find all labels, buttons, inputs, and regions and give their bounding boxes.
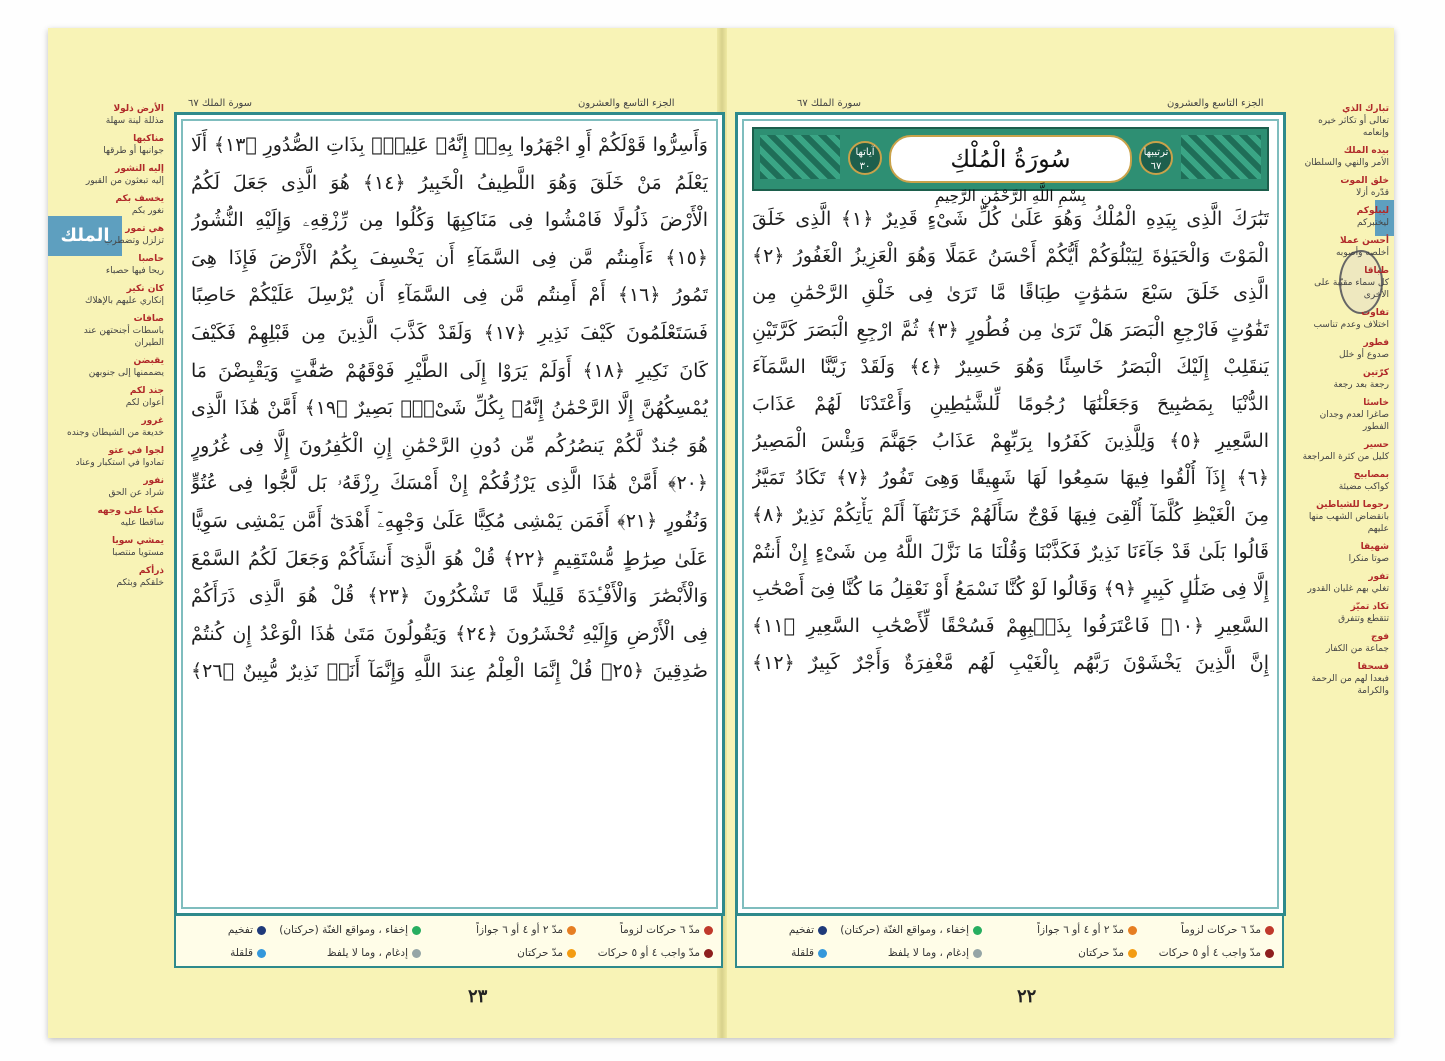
verse-line: تَمُورُ ﴿١٦﴾ أَمْ أَمِنتُم مَّن فِى السَّمَآءِ أَن يُرْسِلَ عَلَيْكُمْ حَاصِبًا bbox=[191, 284, 708, 307]
basmala: بِسْمِ اللَّهِ الرَّحْمَٰنِ الرَّحِيمِ bbox=[935, 187, 1086, 205]
glossary-entry bbox=[54, 565, 164, 589]
legend-item bbox=[327, 942, 421, 964]
legend-label: مدّ حركتان bbox=[1078, 947, 1124, 959]
glossary-entry bbox=[1297, 499, 1389, 535]
glossary-entry bbox=[54, 505, 164, 529]
glossary-word: حاصبا bbox=[138, 254, 164, 264]
glossary-meaning: تغلي بهم غليان القدور bbox=[1307, 584, 1389, 594]
glossary-entry bbox=[1297, 205, 1389, 229]
glossary-meaning: خلقكم وبثكم bbox=[116, 578, 164, 588]
color-dot-icon bbox=[1128, 926, 1137, 935]
running-head-juz: الجزء التاسع والعشرون bbox=[578, 98, 675, 109]
glossary-word: صافات bbox=[133, 314, 164, 324]
color-dot-icon bbox=[973, 949, 982, 958]
glossary-meaning: اختلاف وعدم تناسب bbox=[1313, 320, 1389, 330]
glossary-entry bbox=[1297, 661, 1389, 697]
tajweed-legend bbox=[735, 914, 1284, 968]
glossary-word: هي تمور bbox=[125, 224, 164, 234]
glossary-meaning: ليختبركم bbox=[1357, 218, 1389, 228]
glossary-entry bbox=[54, 133, 164, 157]
glossary-entry bbox=[1297, 265, 1389, 301]
legend-label: إخفاء ، ومواقع الغنّة (حركتان) bbox=[279, 924, 408, 936]
verse-line: الَّذِى خَلَقَ سَبْعَ سَمَٰوَٰتٍ طِبَاقًا مَّا تَرَىٰ فِى خَلْقِ الرَّحْمَٰنِ مِن bbox=[752, 282, 1269, 304]
text-frame bbox=[174, 112, 725, 916]
glossary-word: تكاد تميّز bbox=[1350, 602, 1389, 612]
glossary-meaning: صوتا منكرا bbox=[1348, 554, 1389, 564]
legend-item bbox=[598, 942, 713, 964]
glossary-meaning: تعالى أو تكاثر خيره وإنعامه bbox=[1318, 116, 1389, 138]
glossary-word: أحسن عملا bbox=[1340, 236, 1389, 246]
glossary-word: فطور bbox=[1363, 338, 1389, 348]
text-frame bbox=[735, 112, 1286, 916]
legend-label: تفخيم bbox=[227, 924, 253, 936]
legend-item bbox=[517, 942, 576, 964]
legend-item bbox=[791, 942, 827, 964]
glossary-word: يمشي سويا bbox=[111, 536, 164, 546]
legend-label: تفخيم bbox=[788, 924, 814, 936]
glossary-meaning: أعوان لكم bbox=[125, 398, 164, 408]
legend-item bbox=[230, 942, 266, 964]
surah-title: سُورَةُ الْمُلْكِ bbox=[889, 135, 1132, 183]
margin-glossary bbox=[54, 103, 164, 595]
glossary-entry bbox=[1297, 439, 1389, 463]
glossary-word: إليه النشور bbox=[115, 164, 164, 174]
surah-title-banner bbox=[752, 127, 1269, 191]
verse-line: هُوَ جُندٌ لَّكُمْ يَنصُرُكُم مِّن دُونِ الرَّحْمَٰنِ إِنِ الْكَٰفِرُونَ إِلَّا فِى غُرُورٍ bbox=[191, 434, 708, 457]
glossary-word: فوج bbox=[1370, 632, 1389, 642]
legend-label: مدّ واجب ٤ أو ٥ حركات bbox=[597, 947, 700, 959]
color-dot-icon bbox=[412, 926, 421, 935]
glossary-entry bbox=[1297, 175, 1389, 199]
legend-item bbox=[840, 919, 982, 941]
glossary-meaning: مستويا منتصبا bbox=[112, 548, 164, 558]
color-dot-icon bbox=[257, 926, 266, 935]
glossary-meaning: صدوع أو خلل bbox=[1338, 350, 1389, 360]
glossary-meaning: نغور بكم bbox=[131, 206, 164, 216]
glossary-word: شهيقا bbox=[1360, 542, 1389, 552]
glossary-entry bbox=[54, 415, 164, 439]
verse-line: كَانَ نَكِيرِ ﴿١٨﴾ أَوَلَمْ يَرَوْا إِلَى الطَّيْرِ فَوْقَهُمْ صَٰٓفَّٰتٍ وَيَقْبِضْنَ مَا bbox=[191, 359, 708, 382]
glossary-entry bbox=[1297, 631, 1389, 655]
glossary-meaning: صاغرا لعدم وجدان الفطور bbox=[1319, 410, 1389, 432]
glossary-word: بيده الملك bbox=[1343, 146, 1389, 156]
verse-line: وَالْأَبْصَٰرَ وَالْأَفْـِٔدَةَ قَلِيلًا مَّا تَشْكُرُونَ ﴿٢٣﴾ قُلْ هُوَ الَّذِى ذَرَأَكُمْ bbox=[191, 585, 708, 608]
legend-label: إدغام ، وما لا يلفظ bbox=[887, 947, 969, 959]
glossary-entry bbox=[1297, 307, 1389, 331]
glossary-word: يقبضن bbox=[133, 356, 164, 366]
glossary-meaning: كليل من كثرة المراجعة bbox=[1302, 452, 1389, 462]
glossary-entry bbox=[1297, 235, 1389, 259]
glossary-entry bbox=[54, 475, 164, 499]
glossary-entry bbox=[1297, 469, 1389, 493]
verse-lines bbox=[752, 201, 1269, 903]
verse-line: يَعْلَمُ مَنْ خَلَقَ وَهُوَ اللَّطِيفُ الْخَبِيرُ ﴿١٤﴾ هُوَ الَّذِى جَعَلَ لَكُمُ bbox=[191, 171, 708, 194]
glossary-entry bbox=[1297, 367, 1389, 391]
page-left bbox=[48, 28, 717, 1038]
legend-label: مدّ ٢ أو ٤ أو ٦ جوازاً bbox=[1037, 924, 1124, 936]
glossary-word: فسحقا bbox=[1357, 662, 1389, 672]
glossary-entry bbox=[54, 163, 164, 187]
glossary-entry bbox=[1297, 571, 1389, 595]
verse-line: ﴿٦﴾ إِذَآ أُلْقُوا فِيهَا سَمِعُوا لَهَا شَهِيقًا وَهِىَ تَفُورُ ﴿٧﴾ تَكَادُ تَمَيَّزُ bbox=[752, 467, 1269, 489]
glossary-meaning: جوانبها أو طرقها bbox=[103, 146, 164, 156]
tajweed-legend bbox=[174, 914, 723, 968]
verse-line: السَّعِيرِ ﴿٥﴾ وَلِلَّذِينَ كَفَرُوا بِرَبِّهِمْ عَذَابُ جَهَنَّمَ وَبِئْسَ الْمَصِيرُ bbox=[752, 430, 1269, 452]
glossary-meaning: أخلصه وأصوبه bbox=[1335, 248, 1389, 258]
glossary-word: تبارك الذي bbox=[1342, 104, 1389, 114]
glossary-word: رجوما للشياطين bbox=[1316, 500, 1389, 510]
color-dot-icon bbox=[567, 949, 576, 958]
legend-label: مدّ ٦ حركات لزوماً bbox=[1180, 924, 1261, 936]
running-head-surah: سورة الملك ٦٧ bbox=[188, 98, 253, 109]
legend-item bbox=[279, 919, 421, 941]
glossary-entry bbox=[54, 193, 164, 217]
legend-item bbox=[1159, 942, 1274, 964]
running-head-juz: الجزء التاسع والعشرون bbox=[1167, 98, 1264, 109]
glossary-word: خلق الموت bbox=[1340, 176, 1389, 186]
page-number: ٢٢ bbox=[1017, 986, 1037, 1007]
color-dot-icon bbox=[818, 926, 827, 935]
running-head-surah: سورة الملك ٦٧ bbox=[797, 98, 862, 109]
glossary-word: تفاوت bbox=[1361, 308, 1389, 318]
color-dot-icon bbox=[973, 926, 982, 935]
glossary-meaning: ريحا فيها حصباء bbox=[105, 266, 164, 276]
legend-item bbox=[1181, 919, 1274, 941]
legend-label: مدّ واجب ٤ أو ٥ حركات bbox=[1158, 947, 1261, 959]
verse-line: يُمْسِكُهُنَّ إِلَّا الرَّحْمَٰنُ إِنَّهُۥ بِكُلِّ شَىْءٍۭ بَصِيرٌ ﴿١٩﴾ أَمَّنْ هَٰذَا الَّذِى bbox=[191, 397, 708, 420]
glossary-meaning: شراد عن الحق bbox=[108, 488, 164, 498]
glossary-word: الأرض ذلولا bbox=[113, 104, 164, 114]
glossary-word: خاسئا bbox=[1363, 398, 1389, 408]
glossary-entry bbox=[1297, 601, 1389, 625]
verse-line: تَفَٰوُتٍ فَارْجِعِ الْبَصَرَ هَلْ تَرَىٰ مِن فُطُورٍ ﴿٣﴾ ثُمَّ ارْجِعِ الْبَصَرَ كَرَّتَيْنِ bbox=[752, 319, 1269, 341]
glossary-entry bbox=[54, 223, 164, 247]
glossary-meaning: فبعدا لهم من الرحمة والكرامة bbox=[1311, 674, 1389, 696]
glossary-meaning: قدّره أزلا bbox=[1356, 188, 1389, 198]
page-number: ٢٣ bbox=[468, 986, 488, 1007]
page-right bbox=[727, 28, 1394, 1038]
color-dot-icon bbox=[257, 949, 266, 958]
order-medal: ترتيبها ٦٧ bbox=[1139, 141, 1173, 175]
verse-line: تَبَٰرَكَ الَّذِى بِيَدِهِ الْمُلْكُ وَهُوَ عَلَىٰ كُلِّ شَىْءٍ قَدِيرٌ ﴿١﴾ الَّذِى خَلَقَ bbox=[752, 208, 1269, 230]
mushaf-spread bbox=[48, 28, 1394, 1038]
color-dot-icon bbox=[1128, 949, 1137, 958]
glossary-meaning: كل سماء مقبّبة على الأخرى bbox=[1314, 278, 1389, 300]
glossary-entry bbox=[54, 355, 164, 379]
glossary-entry bbox=[1297, 103, 1389, 139]
glossary-entry bbox=[1297, 397, 1389, 433]
verse-line: السَّعِيرِ ﴿١٠﴾ فَاعْتَرَفُوا بِذَنۢبِهِمْ فَسُحْقًا لِّأَصْحَٰبِ السَّعِيرِ ﴿١١﴾ bbox=[752, 615, 1269, 637]
glossary-entry bbox=[54, 103, 164, 127]
color-dot-icon bbox=[1265, 949, 1274, 958]
legend-label: إخفاء ، ومواقع الغنّة (حركتان) bbox=[840, 924, 969, 936]
legend-item bbox=[1078, 942, 1137, 964]
legend-item bbox=[789, 919, 827, 941]
verse-line: قَالُوا بَلَىٰ قَدْ جَآءَنَا نَذِيرٌ فَكَذَّبْنَا وَقُلْنَا مَا نَزَّلَ اللَّهُ مِن شَىْءٍ إِنْ أَنتُمْ bbox=[752, 541, 1269, 563]
glossary-meaning: باسطات أجنحتهن عند الطيران bbox=[83, 326, 164, 348]
ornament-icon bbox=[760, 135, 840, 179]
legend-label: قلقلة bbox=[791, 947, 814, 959]
verse-line: إِنَّ الَّذِينَ يَخْشَوْنَ رَبَّهُم بِالْغَيْبِ لَهُم مَّغْفِرَةٌ وَأَجْرٌ كَبِيرٌ ﴿١٢﴾ bbox=[752, 652, 1269, 674]
glossary-meaning: كواكب مضيئة bbox=[1338, 482, 1389, 492]
glossary-word: لجوا في عتو bbox=[108, 446, 164, 456]
verse-line: فِى الْأَرْضِ وَإِلَيْهِ تُحْشَرُونَ ﴿٢٤﴾ وَيَقُولُونَ مَتَىٰ هَٰذَا الْوَعْدُ إِن كُنتُمْ bbox=[191, 622, 708, 645]
legend-item bbox=[228, 919, 266, 941]
glossary-meaning: جماعة من الكفار bbox=[1326, 644, 1389, 654]
legend-item bbox=[1037, 919, 1137, 941]
legend-label: مدّ حركتان bbox=[517, 947, 563, 959]
glossary-meaning: تتقطع وتتفرق bbox=[1338, 614, 1389, 624]
color-dot-icon bbox=[567, 926, 576, 935]
verse-line: إِلَّا فِى ضَلَٰلٍ كَبِيرٍ ﴿٩﴾ وَقَالُوا لَوْ كُنَّا نَسْمَعُ أَوْ نَعْقِلُ مَا كُنَّا فِىٓ أَصْحَٰبِ bbox=[752, 578, 1269, 600]
glossary-entry bbox=[54, 385, 164, 409]
legend-label: إدغام ، وما لا يلفظ bbox=[326, 947, 408, 959]
glossary-meaning: إنكاري عليهم بالإهلاك bbox=[85, 296, 164, 306]
glossary-meaning: إليه تبعثون من القبور bbox=[85, 176, 164, 186]
glossary-word: كان نكير bbox=[126, 284, 164, 294]
verse-line: عَلَىٰ صِرَٰطٍ مُّسْتَقِيمٍ ﴿٢٢﴾ قُلْ هُوَ الَّذِىٓ أَنشَأَكُمْ وَجَعَلَ لَكُمُ السَّمْعَ bbox=[191, 547, 708, 570]
glossary-meaning: رجعة بعد رجعة bbox=[1333, 380, 1389, 390]
color-dot-icon bbox=[818, 949, 827, 958]
legend-label: مدّ ٦ حركات لزوماً bbox=[619, 924, 700, 936]
glossary-entry bbox=[1297, 337, 1389, 361]
verse-line: وَأَسِرُّوا قَوْلَكُمْ أَوِ اجْهَرُوا بِهِۦٓ إِنَّهُۥ عَلِيمٌۢ بِذَاتِ الصُّدُورِ ﴿١٣﴾ أَلَا bbox=[191, 134, 708, 156]
glossary-entry bbox=[54, 283, 164, 307]
glossary-meaning: خديعة من الشيطان وجنده bbox=[66, 428, 164, 438]
glossary-word: بمصابيح bbox=[1353, 470, 1389, 480]
glossary-meaning: تمادوا في استكبار وعناد bbox=[75, 458, 164, 468]
glossary-entry bbox=[54, 313, 164, 349]
glossary-entry bbox=[54, 535, 164, 559]
glossary-word: كرّتين bbox=[1363, 368, 1389, 378]
verse-line: ﴿١٥﴾ ءَأَمِنتُم مَّن فِى السَّمَآءِ أَن يَخْسِفَ بِكُمُ الْأَرْضَ فَإِذَا هِىَ bbox=[191, 246, 708, 269]
legend-item bbox=[620, 919, 713, 941]
margin-glossary bbox=[1297, 103, 1389, 703]
glossary-word: مكبا على وجهه bbox=[97, 506, 164, 516]
verse-line: ﴿٢٠﴾ أَمَّنْ هَٰذَا الَّذِى يَرْزُقُكُمْ إِنْ أَمْسَكَ رِزْقَهُۥ بَل لَّجُّوا فِى عُتُوٍّ bbox=[191, 472, 708, 495]
glossary-entry bbox=[1297, 541, 1389, 565]
ayat-count-medal: آياتها ٣٠ bbox=[848, 141, 882, 175]
color-dot-icon bbox=[412, 949, 421, 958]
legend-item bbox=[888, 942, 982, 964]
verse-line: فَسَتَعْلَمُونَ كَيْفَ نَذِيرِ ﴿١٧﴾ وَلَقَدْ كَذَّبَ الَّذِينَ مِن قَبْلِهِمْ فَكَيْفَ bbox=[191, 321, 708, 344]
verse-line: الْأَرْضَ ذَلُولًا فَامْشُوا فِى مَنَاكِبِهَا وَكُلُوا مِن رِّزْقِهِۦ وَإِلَيْهِ النُّشُورُ bbox=[191, 209, 708, 232]
legend-label: مدّ ٢ أو ٤ أو ٦ جوازاً bbox=[476, 924, 563, 936]
glossary-word: طباقا bbox=[1364, 266, 1389, 276]
glossary-entry bbox=[54, 445, 164, 469]
glossary-word: تفور bbox=[1368, 572, 1389, 582]
glossary-meaning: ساقطا عليه bbox=[120, 518, 164, 528]
glossary-meaning: تزلزل وتضطرب bbox=[103, 236, 164, 246]
glossary-word: ليبلوكم bbox=[1356, 206, 1389, 216]
glossary-meaning: يضممنها إلى جنوبهن bbox=[88, 368, 164, 378]
glossary-word: جند لكم bbox=[129, 386, 164, 396]
legend-item bbox=[476, 919, 576, 941]
glossary-word: مناكبها bbox=[133, 134, 164, 144]
ornament-icon bbox=[1181, 135, 1261, 179]
glossary-word: يخسف بكم bbox=[115, 194, 164, 204]
glossary-meaning: الأمر والنهي والسلطان bbox=[1304, 158, 1389, 168]
glossary-entry bbox=[1297, 145, 1389, 169]
verse-line: يَنقَلِبْ إِلَيْكَ الْبَصَرُ خَاسِئًا وَهُوَ حَسِيرٌ ﴿٤﴾ وَلَقَدْ زَيَّنَّا السَّمَآءَ bbox=[752, 356, 1269, 378]
color-dot-icon bbox=[704, 926, 713, 935]
verse-lines bbox=[191, 127, 708, 903]
verse-line: الْمَوْتَ وَالْحَيَوٰةَ لِيَبْلُوَكُمْ أَيُّكُمْ أَحْسَنُ عَمَلًا وَهُوَ الْعَزِيزُ الْغَفُورُ ﴿٢﴾ bbox=[752, 245, 1269, 267]
verse-line: صَٰدِقِينَ ﴿٢٥﴾ قُلْ إِنَّمَا الْعِلْمُ عِندَ اللَّهِ وَإِنَّمَآ أَنَا۠ نَذِيرٌ مُّبِينٌ ﴿٢٦﴾ bbox=[191, 660, 708, 683]
glossary-entry bbox=[54, 253, 164, 277]
color-dot-icon bbox=[1265, 926, 1274, 935]
verse-line: الدُّنْيَا بِمَصَٰبِيحَ وَجَعَلْنَٰهَا رُجُومًا لِّلشَّيَٰطِينِ وَأَعْتَدْنَا لَهُمْ عَذَابَ bbox=[752, 393, 1269, 415]
glossary-word: غرور bbox=[141, 416, 164, 426]
glossary-meaning: مذللة لينة سهلة bbox=[105, 116, 164, 126]
color-dot-icon bbox=[704, 949, 713, 958]
glossary-word: حسير bbox=[1364, 440, 1389, 450]
verse-line: وَنُفُورٍ ﴿٢١﴾ أَفَمَن يَمْشِى مُكِبًّا عَلَىٰ وَجْهِهِۦٓ أَهْدَىٰٓ أَمَّن يَمْشِى سَوِيًّا bbox=[191, 509, 708, 532]
glossary-word: ذرأكم bbox=[138, 566, 164, 576]
verse-line: مِنَ الْغَيْظِ كُلَّمَآ أُلْقِىَ فِيهَا فَوْجٌ سَأَلَهُمْ خَزَنَتُهَآ أَلَمْ يَأْتِكُمْ نَذِيرٌ ﴿٨﴾ bbox=[752, 504, 1269, 526]
surah-tab: الملك bbox=[48, 216, 122, 256]
glossary-word: نفور bbox=[143, 476, 164, 486]
legend-label: قلقلة bbox=[230, 947, 253, 959]
glossary-meaning: بانقضاض الشهب منها عليهم bbox=[1308, 512, 1389, 534]
